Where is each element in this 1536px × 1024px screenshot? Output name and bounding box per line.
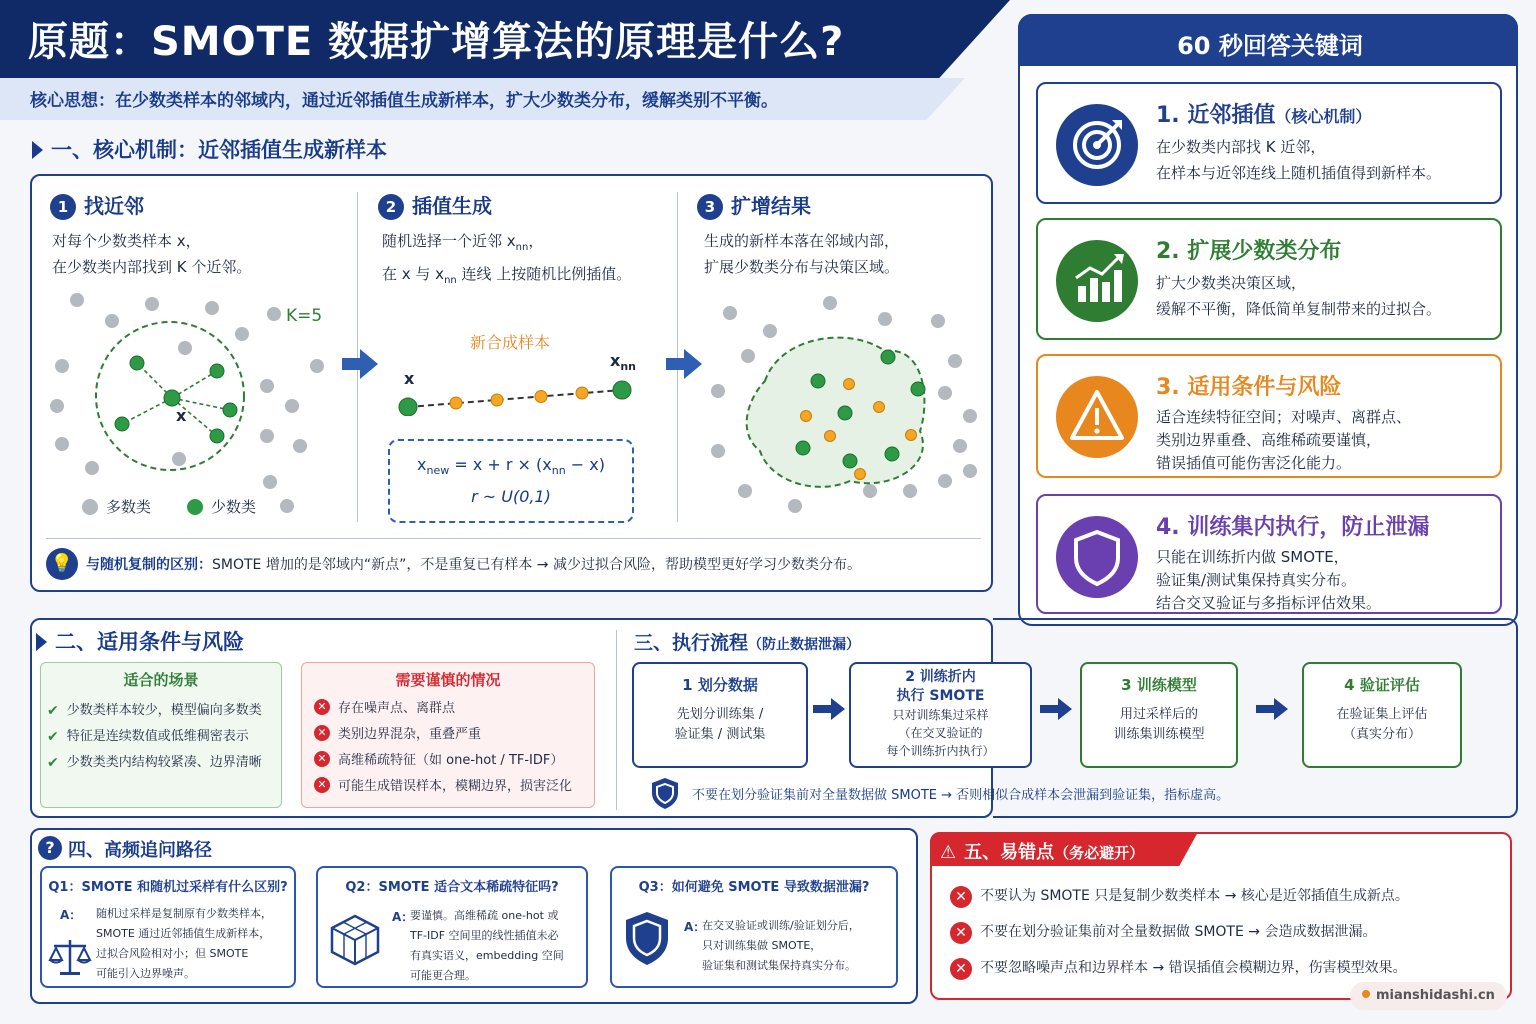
difference-note [86,554,861,574]
suitable-item: ✔ 特征是连续数值或低维稠密表示 [47,729,249,745]
note-label: 与随机复制的区别： [86,557,212,573]
legend [82,496,256,517]
keyword-3-title: 3. 适用条件与风险 [1156,375,1342,400]
core-idea-label: 核心思想： [30,91,115,111]
suitable-box [40,662,282,808]
target-icon [1056,104,1138,186]
keyword-card-1 [1036,82,1502,204]
site-dot-icon [1362,990,1370,998]
flow-step-4: 4 验证评估 在验证集上评估 （真实分布） [1302,662,1462,768]
core-idea-text: 在少数类样本的邻域内，通过近邻插值生成新样本，扩大少数类分布，缓解类别不平衡。 [115,91,778,111]
flow-step-3: 3 训练模型 用过采样后的 训练集训练模型 [1080,662,1238,768]
pitfall-item: ✕ 不要忽略噪声点和边界样本 → 错误插值会模糊边界，伤害模型效果。 [950,950,1409,986]
suitable-item: ✔ 少数类类内结构较紧凑、边界清晰 [47,755,262,771]
suitable-list [47,698,281,776]
leak-warning [650,776,1229,810]
q3-title: Q3：如何避免 SMOTE 导致数据泄漏? [638,880,870,895]
step1-text: 对每个少数类样本 x， 在少数类内部找到 K 个近邻。 [52,232,252,276]
keyword-4-title: 4. 训练集内执行，防止泄漏 [1156,515,1430,540]
caution-title: 需要谨慎的情况 [395,671,501,689]
interp-xnn-label: $x_{nn}$ [610,351,636,374]
minority-dots [115,356,237,443]
interpolation-line [392,376,642,416]
shield-icon [650,776,680,810]
step3-title: 3 扩增结果 [697,190,811,220]
keywords-title: 60 秒回答关键词 [1177,32,1363,60]
question-card-1 [40,866,296,988]
warning-icon [1056,376,1138,458]
shield-icon [1056,516,1138,598]
step3-text: 生成的新样本落在邻域内部， 扩展少数类分布与决策区域。 [704,232,900,276]
pitfall-list [950,878,1409,986]
q1-title: Q1：SMOTE 和随机过采样有什么区别? [48,880,288,895]
a3-label: A： [684,920,706,934]
keyword-card-2 [1036,218,1502,340]
section1-title: 一、核心机制：近邻插值生成新样本 [32,134,387,164]
legend-major-dot [82,499,98,515]
a1-label: A： [60,908,82,922]
pitfall-item: ✕ 不要在划分验证集前对全量数据做 SMOTE → 会造成数据泄漏。 [950,914,1409,950]
suitable-title: 适合的场景 [123,671,199,689]
a3-text: 在交叉验证或训练/验证划分后， 只对训练集做 SMOTE， 验证集和测试集保持真实分布。 [702,919,860,972]
caution-item: ✕ 存在噪声点、离群点 [314,696,594,722]
section3-title: 三、执行流程（防止数据泄漏） [634,632,861,654]
arrow-right-icon [1040,698,1072,720]
note-text: SMOTE 增加的是邻域内“新点”，不是重复已有样本 → 减少过拟合风险，帮助模型更好学习少数类分布。 [212,557,861,573]
keyword-2-title: 2. 扩展少数类分布 [1156,239,1342,264]
a2-text: 要谨慎。高维稀疏 one-hot 或 TF-IDF 空间里的线性插值未必 有真实语义，embedding 空间 可能更合理。 [410,909,564,982]
a2-label: A： [392,910,414,924]
caution-box [301,662,595,808]
keyword-card-4 [1036,494,1502,614]
bar-chart-icon [1056,240,1138,322]
a1-text: 随机过采样是复制原有少数类样本， SMOTE 通过近邻插值生成新样本， 过拟合风险相对小；但 SMOTE 可能引入边界噪声。 [96,907,272,980]
arrow-right-icon [813,698,845,720]
keyword-1-body: 在少数类内部找 K 近邻， 在样本与近邻连线上随机插值得到新样本。 [1156,138,1442,182]
step2-title: 2 插值生成 [378,190,492,220]
question-card-3 [610,866,898,988]
flow-step-2: 2 训练折内 执行 SMOTE 只对训练集过采样 （在交叉验证的 每个训练折内执行） [849,662,1032,768]
legend-major-label: 多数类 [106,498,152,516]
legend-minor-label: 少数类 [211,498,257,516]
interp-x-label: x [404,369,415,388]
divider [616,630,617,810]
scale-icon [48,934,92,978]
keyword-3-body: 适合连续特征空间；对噪声、离群点、 类别边界重叠、高维稀疏要谨慎， 错误插值可能伤害泛化能力。 [1156,408,1412,472]
page-title: 原题：SMOTE 数据扩增算法的原理是什么? [28,19,845,65]
step2-text: 随机选择一个近邻 $x_{nn}$， 在 x 与 $x_{nn}$ 连线 上按随机比例插值。 [382,232,632,286]
k-label: K=5 [286,306,323,326]
step1-title: 1 找近邻 [50,190,144,220]
question-card-2 [316,866,588,988]
section4-title: 四、高频追问路径 [68,840,212,861]
warning-icon: ⚠ [940,842,957,863]
arrow-right-icon [666,349,702,379]
section1-card [30,174,993,592]
keywords-panel [1018,14,1518,626]
legend-minor-dot [187,499,203,515]
section2-title: 二、适用条件与风险 [36,626,244,656]
caution-item: ✕ 类别边界混杂，重叠严重 [314,722,594,748]
section5-title: ⚠ 五、易错点（务必避开） [940,842,1145,863]
majority-dots [50,293,324,513]
caution-list [314,696,594,800]
question-icon: ? [38,836,62,860]
cube-icon [328,912,382,966]
site-watermark: mianshidashi.cn [1350,982,1507,1010]
core-idea [30,86,778,111]
keyword-card-3 [1036,354,1502,478]
caution-item: ✕ 高维稀疏特征（如 one-hot / TF-IDF） [314,748,594,774]
leak-warning-text: 不要在划分验证集前对全量数据做 SMOTE → 否则相似合成样本会泄漏到验证集，指标虚高。 [692,787,1230,803]
x-label: x [176,406,187,425]
caution-item: ✕ 可能生成错误样本，模糊边界，损害泛化 [314,774,594,800]
lightbulb-icon: 💡 [46,548,78,580]
suitable-item: ✔ 少数类样本较少，模型偏向多数类 [47,703,262,719]
keyword-2-body: 扩大少数类决策区域， 缓解不平衡，降低简单复制带来的过拟合。 [1156,274,1442,318]
shield-icon [622,908,672,968]
formula-box [388,439,634,523]
divider [46,538,981,539]
augmented-region [700,291,990,521]
q2-title: Q2：SMOTE 适合文本稀疏特征吗? [345,880,559,895]
keyword-1-title: 1. 近邻插值（核心机制） [1156,103,1372,128]
pitfall-item: ✕ 不要认为 SMOTE 只是复制少数类样本 → 核心是近邻插值生成新点。 [950,878,1409,914]
formula: $x_{new} = x + r \times (x_{nn} - x)$ [417,455,605,478]
flow-step-1: 1 划分数据 先划分训练集 / 验证集 / 测试集 [632,662,808,768]
arrow-right-icon [1256,698,1288,720]
expanded-boundary [747,338,925,487]
new-sample-label: 新合成样本 [470,333,551,352]
arrow-right-icon [342,349,378,379]
keyword-4-body: 只能在训练折内做 SMOTE， 验证集/测试集保持真实分布。 结合交叉验证与多指标评估效果。 [1156,548,1382,612]
formula-r: r ~ U(0,1) [471,487,551,507]
